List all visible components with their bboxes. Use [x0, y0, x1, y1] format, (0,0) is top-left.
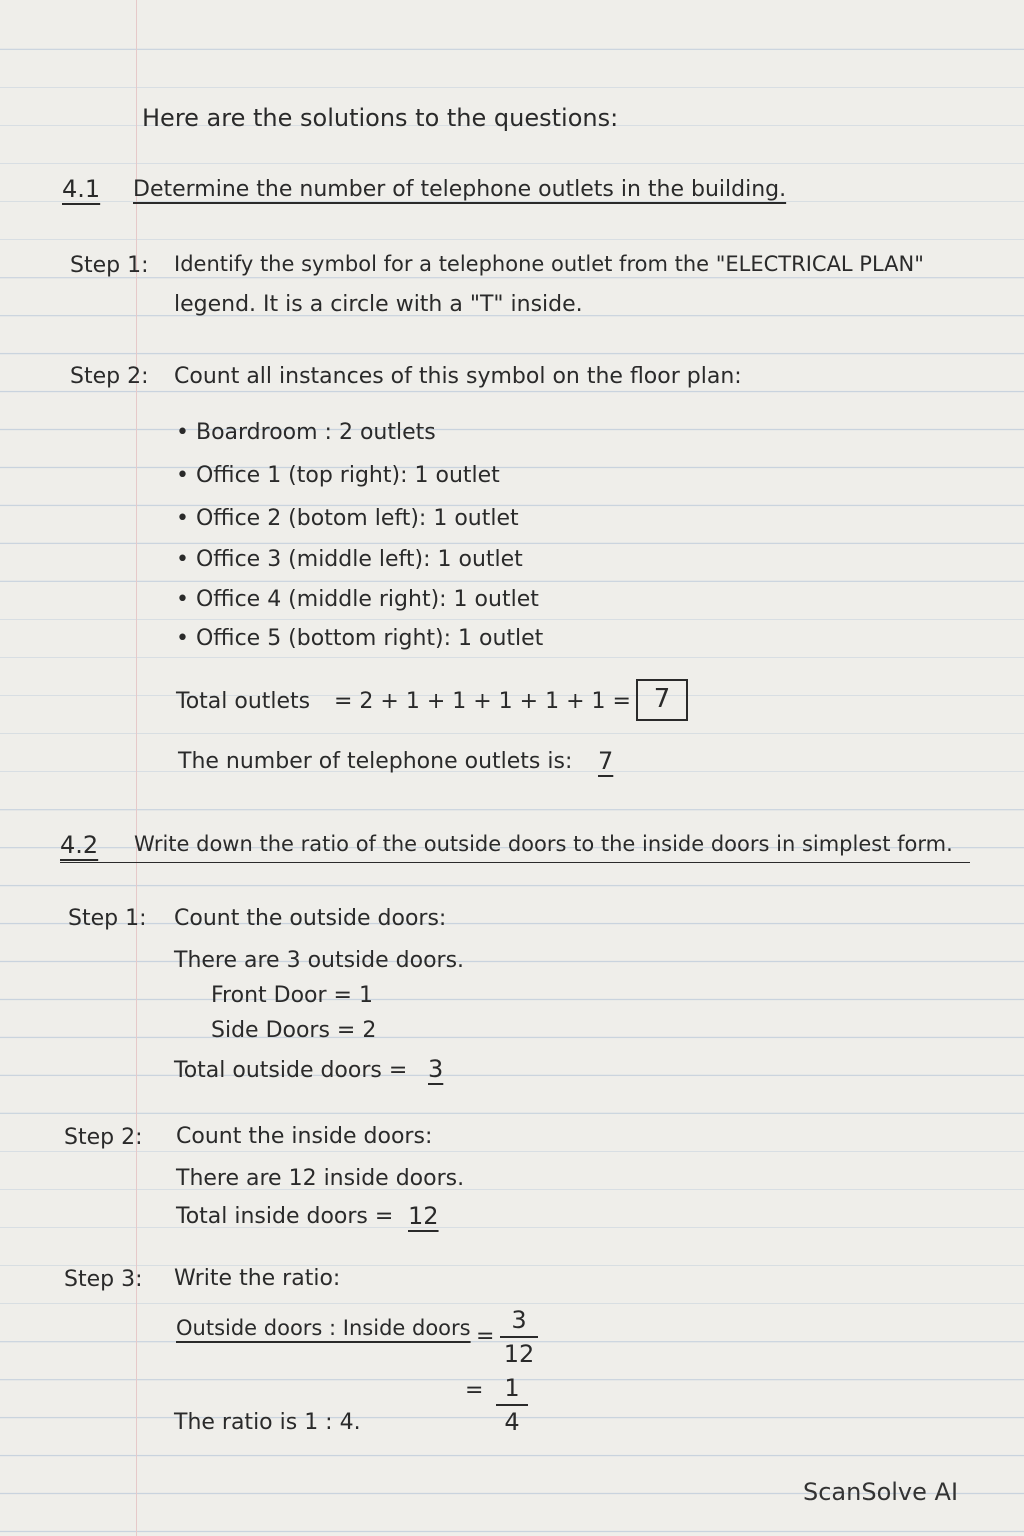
intro-text: Here are the solutions to the questions:: [142, 104, 619, 132]
fraction-1-over-4: [496, 1376, 528, 1434]
side-doors-count: Side Doors = 2: [211, 1018, 377, 1043]
outlet-list-item: • Office 1 (top right): 1 outlet: [176, 465, 500, 487]
scansolve-watermark: ScanSolve AI: [803, 1478, 959, 1506]
q2-step2-line1: There are 12 inside doors.: [176, 1166, 465, 1191]
q2-number: 4.2: [60, 831, 99, 859]
total-outlets-expression: = 2 + 1 + 1 + 1 + 1 + 1 =: [334, 689, 631, 714]
q2-step3-label: Step 3:: [64, 1267, 143, 1292]
total-outlets-label: Total outlets: [176, 689, 311, 714]
notebook-margin-line: [136, 0, 137, 1536]
q1-answer-value: 7: [598, 747, 614, 775]
fraction-bar: [500, 1336, 538, 1338]
fraction-denominator: 4: [504, 1408, 520, 1436]
total-outlets-answer-box: 7: [636, 679, 688, 721]
outlet-list-item: • Office 3 (middle left): 1 outlet: [176, 549, 523, 571]
ratio-equals-2: =: [465, 1378, 484, 1403]
q2-question-underline: [60, 862, 970, 863]
q2-step2-text: Count the inside doors:: [176, 1124, 433, 1149]
ratio-equals-1: =: [476, 1324, 495, 1349]
q2-step3-text: Write the ratio:: [174, 1266, 341, 1291]
q1-step1-line1: Identify the symbol for a telephone outlet from the "ELECTRICAL PLAN": [174, 252, 924, 276]
fraction-3-over-12: [500, 1308, 538, 1366]
q2-step1-label: Step 1:: [68, 906, 147, 931]
total-outside-doors-label: Total outside doors =: [174, 1058, 408, 1083]
total-inside-doors-value: 12: [408, 1202, 439, 1230]
q1-step1-line2: legend. It is a circle with a "T" inside.: [174, 292, 583, 317]
q2-step2-label: Step 2:: [64, 1125, 143, 1150]
fraction-denominator: 12: [503, 1340, 535, 1368]
q1-step1-label: Step 1:: [70, 253, 149, 278]
q2-step1-text: Count the outside doors:: [174, 906, 447, 931]
total-outside-doors-value: 3: [428, 1055, 444, 1083]
front-door-count: Front Door = 1: [211, 983, 373, 1008]
outlet-list-item: • Office 5 (bottom right): 1 outlet: [176, 628, 543, 650]
q2-question: Write down the ratio of the outside doors to the inside doors in simplest form.: [134, 832, 953, 856]
outlet-list-item: • Boardroom : 2 outlets: [176, 422, 436, 444]
ratio-conclusion: The ratio is 1 : 4.: [174, 1410, 361, 1435]
q1-step2-label: Step 2:: [70, 364, 149, 389]
q2-step1-line1: There are 3 outside doors.: [174, 948, 465, 973]
outlet-list-item: • Office 4 (middle right): 1 outlet: [176, 589, 539, 611]
outlet-list-item: • Office 2 (botom left): 1 outlet: [176, 508, 519, 530]
fraction-bar: [496, 1404, 528, 1406]
ratio-label: Outside doors : Inside doors: [176, 1316, 471, 1340]
q1-step2-text: Count all instances of this symbol on the floor plan:: [174, 364, 742, 389]
fraction-numerator: 3: [511, 1306, 527, 1334]
q1-number: 4.1: [62, 175, 101, 203]
q1-question: Determine the number of telephone outlets in the building.: [133, 177, 787, 202]
total-inside-doors-label: Total inside doors =: [176, 1204, 394, 1229]
q1-answer-text: The number of telephone outlets is:: [178, 749, 573, 774]
fraction-numerator: 1: [504, 1374, 520, 1402]
